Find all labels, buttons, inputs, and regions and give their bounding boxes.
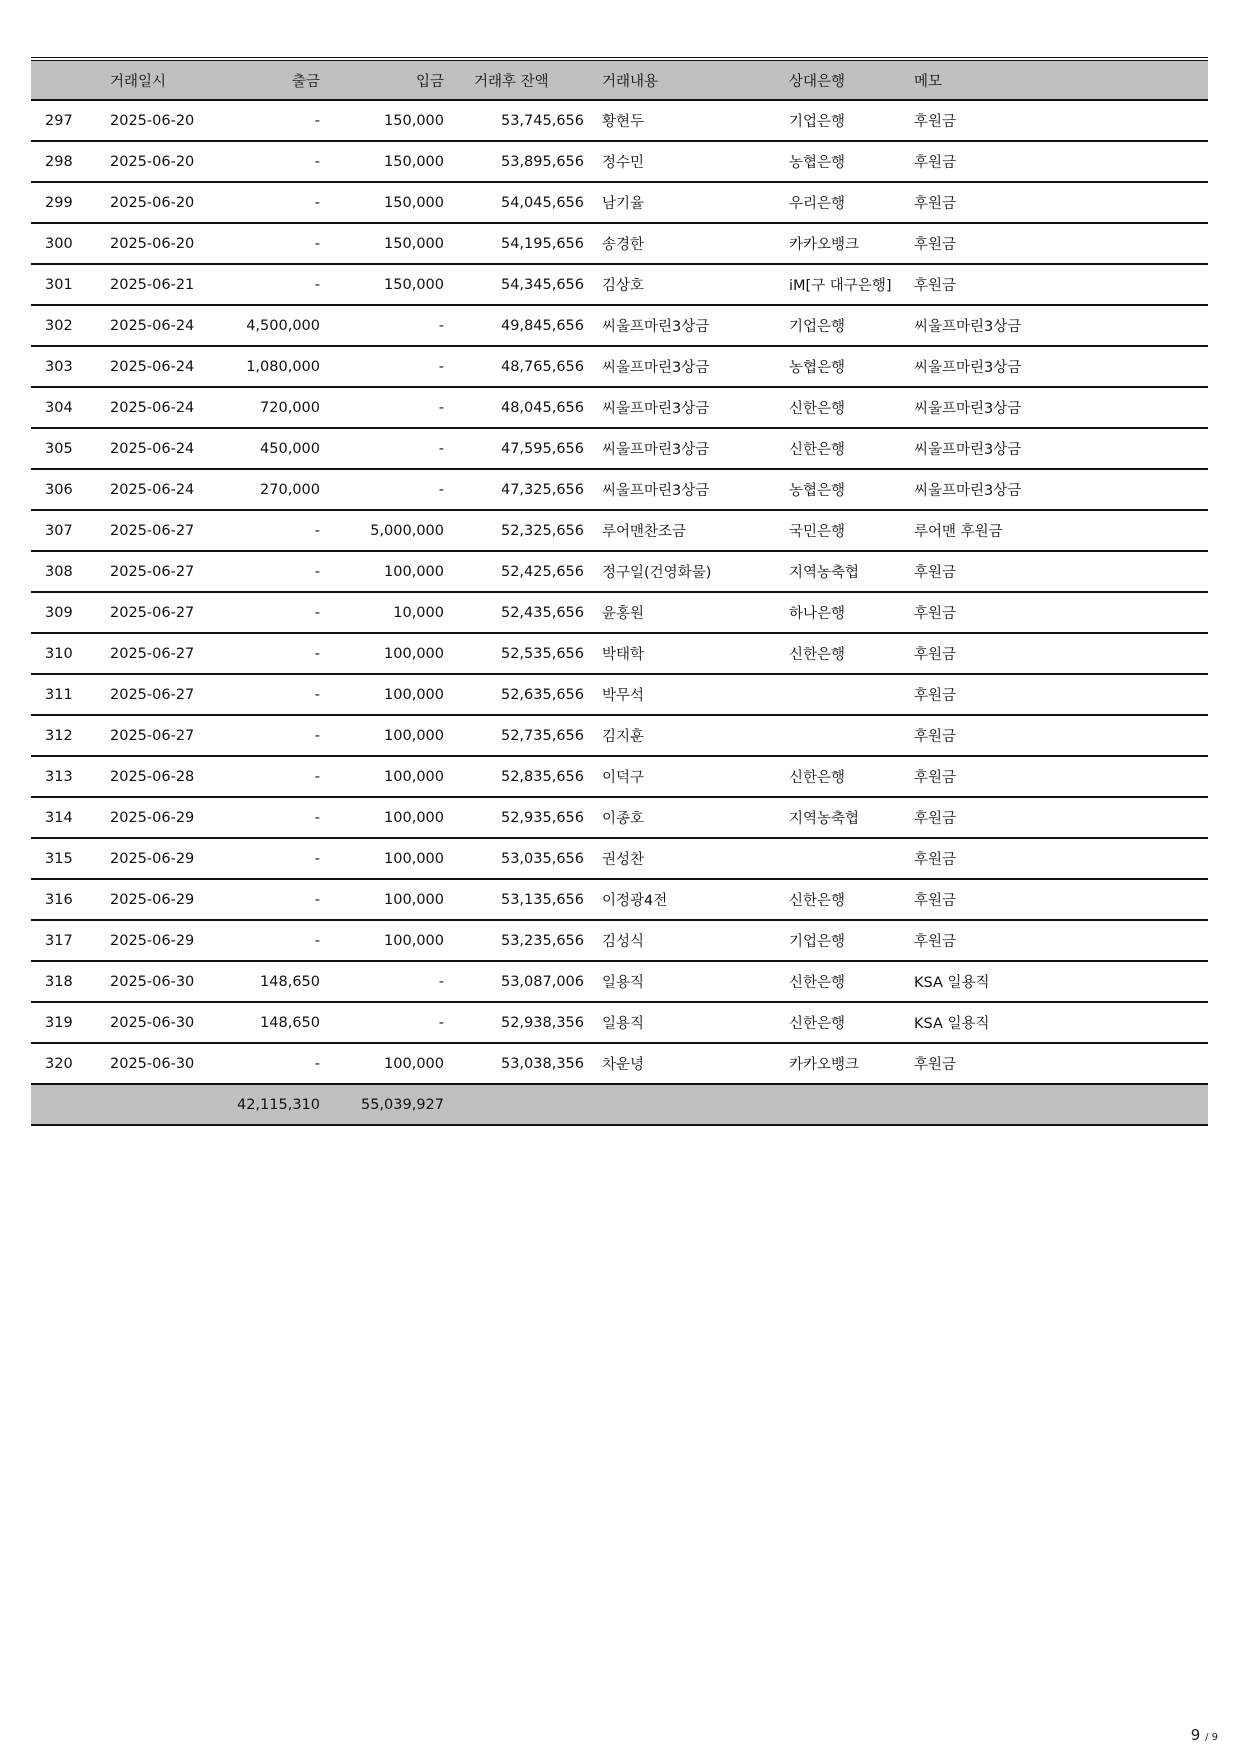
cell-bank: 신한은행 [777, 428, 902, 469]
cell-no: 309 [31, 592, 92, 633]
cell-memo: 후원금 [902, 715, 1208, 756]
cell-deposit: 100,000 [320, 1043, 444, 1084]
cell-memo: 후원금 [902, 264, 1208, 305]
cell-withdrawal: 270,000 [202, 469, 320, 510]
cell-withdrawal: 1,080,000 [202, 346, 320, 387]
table-row [31, 756, 1208, 797]
table-row [31, 592, 1208, 633]
totals-empty-date [92, 1084, 202, 1125]
cell-bank: 국민은행 [777, 510, 902, 551]
cell-balance: 52,835,656 [444, 756, 584, 797]
cell-memo: 후원금 [902, 551, 1208, 592]
cell-date: 2025-06-24 [92, 469, 202, 510]
totals-empty-description [584, 1084, 777, 1125]
table-row [31, 920, 1208, 961]
cell-bank: 카카오뱅크 [777, 1043, 902, 1084]
cell-date: 2025-06-29 [92, 920, 202, 961]
cell-bank: 우리은행 [777, 182, 902, 223]
table-row [31, 961, 1208, 1002]
cell-bank [777, 838, 902, 879]
cell-balance: 54,195,656 [444, 223, 584, 264]
page-total: / 9 [1205, 1732, 1218, 1743]
total-deposit: 55,039,927 [320, 1084, 444, 1125]
cell-bank: 신한은행 [777, 961, 902, 1002]
cell-memo: 후원금 [902, 633, 1208, 674]
cell-bank: iM[구 대구은행] [777, 264, 902, 305]
cell-date: 2025-06-30 [92, 961, 202, 1002]
cell-bank: 농협은행 [777, 141, 902, 182]
cell-deposit: - [320, 428, 444, 469]
cell-description: 윤홍원 [584, 592, 777, 633]
cell-no: 318 [31, 961, 92, 1002]
cell-balance: 52,938,356 [444, 1002, 584, 1043]
cell-balance: 48,045,656 [444, 387, 584, 428]
table-row [31, 346, 1208, 387]
table-row [31, 100, 1208, 141]
cell-description: 씨울프마린3상금 [584, 305, 777, 346]
cell-balance: 47,325,656 [444, 469, 584, 510]
cell-bank: 기업은행 [777, 305, 902, 346]
cell-no: 314 [31, 797, 92, 838]
cell-no: 305 [31, 428, 92, 469]
header-description: 거래내용 [584, 59, 777, 100]
cell-deposit: - [320, 387, 444, 428]
header-deposit: 입금 [320, 59, 444, 100]
cell-withdrawal: - [202, 674, 320, 715]
cell-balance: 52,735,656 [444, 715, 584, 756]
cell-no: 316 [31, 879, 92, 920]
cell-date: 2025-06-20 [92, 223, 202, 264]
header-memo: 메모 [902, 59, 1208, 100]
cell-memo: 후원금 [902, 141, 1208, 182]
cell-balance: 49,845,656 [444, 305, 584, 346]
table-footer [31, 1084, 1208, 1125]
cell-description: 김성식 [584, 920, 777, 961]
cell-memo: 후원금 [902, 756, 1208, 797]
cell-balance: 52,325,656 [444, 510, 584, 551]
cell-balance: 52,635,656 [444, 674, 584, 715]
cell-date: 2025-06-29 [92, 797, 202, 838]
cell-deposit: 100,000 [320, 633, 444, 674]
cell-date: 2025-06-24 [92, 305, 202, 346]
cell-no: 319 [31, 1002, 92, 1043]
cell-bank: 신한은행 [777, 633, 902, 674]
cell-deposit: 100,000 [320, 715, 444, 756]
header-balance: 거래후 잔액 [444, 59, 584, 100]
cell-balance: 52,435,656 [444, 592, 584, 633]
cell-withdrawal: 148,650 [202, 961, 320, 1002]
cell-memo: 씨울프마린3상금 [902, 469, 1208, 510]
cell-withdrawal: - [202, 756, 320, 797]
cell-no: 307 [31, 510, 92, 551]
cell-balance: 53,235,656 [444, 920, 584, 961]
cell-balance: 53,035,656 [444, 838, 584, 879]
page-number [1191, 1726, 1218, 1744]
cell-description: 이종호 [584, 797, 777, 838]
cell-description: 씨울프마린3상금 [584, 428, 777, 469]
cell-description: 송경한 [584, 223, 777, 264]
cell-deposit: - [320, 1002, 444, 1043]
cell-description: 이덕구 [584, 756, 777, 797]
cell-balance: 53,745,656 [444, 100, 584, 141]
cell-no: 299 [31, 182, 92, 223]
cell-bank: 지역농축협 [777, 797, 902, 838]
cell-description: 루어맨찬조금 [584, 510, 777, 551]
cell-description: 박무석 [584, 674, 777, 715]
cell-withdrawal: - [202, 633, 320, 674]
page-current: 9 [1190, 1726, 1201, 1744]
totals-empty-memo [902, 1084, 1208, 1125]
cell-withdrawal: - [202, 182, 320, 223]
cell-bank: 기업은행 [777, 100, 902, 141]
cell-deposit: 100,000 [320, 551, 444, 592]
cell-withdrawal: - [202, 797, 320, 838]
table-row [31, 428, 1208, 469]
cell-withdrawal: 450,000 [202, 428, 320, 469]
cell-date: 2025-06-20 [92, 182, 202, 223]
cell-deposit: - [320, 961, 444, 1002]
cell-balance: 54,345,656 [444, 264, 584, 305]
cell-date: 2025-06-28 [92, 756, 202, 797]
totals-row [31, 1084, 1208, 1125]
cell-description: 박태학 [584, 633, 777, 674]
cell-balance: 48,765,656 [444, 346, 584, 387]
cell-date: 2025-06-24 [92, 387, 202, 428]
cell-withdrawal: - [202, 838, 320, 879]
cell-bank: 지역농축협 [777, 551, 902, 592]
cell-memo: 후원금 [902, 223, 1208, 264]
cell-date: 2025-06-20 [92, 100, 202, 141]
table-row [31, 182, 1208, 223]
table-row [31, 633, 1208, 674]
cell-withdrawal: - [202, 920, 320, 961]
cell-bank: 신한은행 [777, 756, 902, 797]
cell-description: 이정광4전 [584, 879, 777, 920]
cell-memo: 후원금 [902, 592, 1208, 633]
table-row [31, 879, 1208, 920]
cell-deposit: 100,000 [320, 879, 444, 920]
cell-memo: 후원금 [902, 838, 1208, 879]
table-row [31, 387, 1208, 428]
cell-date: 2025-06-27 [92, 592, 202, 633]
cell-description: 남기율 [584, 182, 777, 223]
cell-withdrawal: - [202, 1043, 320, 1084]
cell-date: 2025-06-24 [92, 428, 202, 469]
cell-deposit: - [320, 346, 444, 387]
cell-bank: 카카오뱅크 [777, 223, 902, 264]
table-row [31, 551, 1208, 592]
transaction-ledger-table [31, 57, 1208, 1126]
cell-memo: 씨울프마린3상금 [902, 346, 1208, 387]
cell-description: 씨울프마린3상금 [584, 387, 777, 428]
table-body [31, 100, 1208, 1084]
cell-description: 차운녕 [584, 1043, 777, 1084]
cell-balance: 53,895,656 [444, 141, 584, 182]
cell-no: 303 [31, 346, 92, 387]
cell-no: 300 [31, 223, 92, 264]
cell-description: 씨울프마린3상금 [584, 346, 777, 387]
cell-balance: 53,087,006 [444, 961, 584, 1002]
table-row [31, 264, 1208, 305]
cell-withdrawal: - [202, 100, 320, 141]
header-date: 거래일시 [92, 59, 202, 100]
table-row [31, 1043, 1208, 1084]
cell-no: 306 [31, 469, 92, 510]
cell-withdrawal: - [202, 223, 320, 264]
cell-bank: 하나은행 [777, 592, 902, 633]
cell-memo: 씨울프마린3상금 [902, 305, 1208, 346]
table-row [31, 223, 1208, 264]
cell-bank: 신한은행 [777, 879, 902, 920]
cell-balance: 53,135,656 [444, 879, 584, 920]
table-row [31, 305, 1208, 346]
header-row [31, 59, 1208, 100]
cell-deposit: 100,000 [320, 920, 444, 961]
table-header [31, 59, 1208, 100]
totals-empty-bank [777, 1084, 902, 1125]
cell-memo: 후원금 [902, 797, 1208, 838]
cell-date: 2025-06-27 [92, 633, 202, 674]
cell-description: 황현두 [584, 100, 777, 141]
totals-empty-no [31, 1084, 92, 1125]
cell-no: 317 [31, 920, 92, 961]
cell-withdrawal: 148,650 [202, 1002, 320, 1043]
cell-deposit: 150,000 [320, 100, 444, 141]
total-withdrawal: 42,115,310 [202, 1084, 320, 1125]
cell-date: 2025-06-24 [92, 346, 202, 387]
table-row [31, 510, 1208, 551]
cell-no: 315 [31, 838, 92, 879]
cell-deposit: - [320, 305, 444, 346]
cell-description: 씨울프마린3상금 [584, 469, 777, 510]
cell-balance: 47,595,656 [444, 428, 584, 469]
cell-memo: 후원금 [902, 182, 1208, 223]
cell-bank: 농협은행 [777, 346, 902, 387]
cell-no: 311 [31, 674, 92, 715]
table-row [31, 674, 1208, 715]
cell-date: 2025-06-29 [92, 838, 202, 879]
cell-deposit: 150,000 [320, 182, 444, 223]
cell-no: 301 [31, 264, 92, 305]
cell-no: 298 [31, 141, 92, 182]
cell-withdrawal: 4,500,000 [202, 305, 320, 346]
cell-description: 정구일(건영화물) [584, 551, 777, 592]
cell-no: 304 [31, 387, 92, 428]
cell-date: 2025-06-21 [92, 264, 202, 305]
cell-withdrawal: - [202, 551, 320, 592]
cell-withdrawal: - [202, 141, 320, 182]
cell-deposit: 100,000 [320, 797, 444, 838]
table-row [31, 715, 1208, 756]
cell-memo: 후원금 [902, 879, 1208, 920]
header-bank: 상대은행 [777, 59, 902, 100]
table-row [31, 1002, 1208, 1043]
totals-empty-balance [444, 1084, 584, 1125]
cell-description: 정수민 [584, 141, 777, 182]
table-row [31, 797, 1208, 838]
cell-balance: 54,045,656 [444, 182, 584, 223]
cell-balance: 52,425,656 [444, 551, 584, 592]
cell-no: 312 [31, 715, 92, 756]
cell-balance: 52,935,656 [444, 797, 584, 838]
cell-memo: KSA 일용직 [902, 961, 1208, 1002]
cell-withdrawal: - [202, 715, 320, 756]
cell-description: 권성찬 [584, 838, 777, 879]
cell-memo: 씨울프마린3상금 [902, 428, 1208, 469]
table-row [31, 469, 1208, 510]
cell-withdrawal: - [202, 879, 320, 920]
cell-date: 2025-06-27 [92, 715, 202, 756]
header-no [31, 59, 92, 100]
cell-description: 일용직 [584, 961, 777, 1002]
cell-deposit: - [320, 469, 444, 510]
cell-no: 310 [31, 633, 92, 674]
cell-bank [777, 674, 902, 715]
cell-deposit: 10,000 [320, 592, 444, 633]
cell-no: 313 [31, 756, 92, 797]
cell-memo: 후원금 [902, 1043, 1208, 1084]
cell-deposit: 100,000 [320, 674, 444, 715]
cell-bank: 기업은행 [777, 920, 902, 961]
cell-description: 일용직 [584, 1002, 777, 1043]
cell-balance: 53,038,356 [444, 1043, 584, 1084]
cell-bank: 신한은행 [777, 387, 902, 428]
cell-date: 2025-06-27 [92, 674, 202, 715]
cell-withdrawal: - [202, 510, 320, 551]
cell-memo: 후원금 [902, 920, 1208, 961]
cell-date: 2025-06-27 [92, 510, 202, 551]
cell-bank [777, 715, 902, 756]
cell-date: 2025-06-27 [92, 551, 202, 592]
cell-date: 2025-06-29 [92, 879, 202, 920]
cell-bank: 농협은행 [777, 469, 902, 510]
cell-date: 2025-06-30 [92, 1043, 202, 1084]
cell-balance: 52,535,656 [444, 633, 584, 674]
cell-withdrawal: 720,000 [202, 387, 320, 428]
cell-deposit: 150,000 [320, 223, 444, 264]
cell-memo: KSA 일용직 [902, 1002, 1208, 1043]
cell-no: 308 [31, 551, 92, 592]
cell-no: 297 [31, 100, 92, 141]
cell-memo: 씨울프마린3상금 [902, 387, 1208, 428]
cell-deposit: 150,000 [320, 264, 444, 305]
cell-deposit: 5,000,000 [320, 510, 444, 551]
cell-deposit: 150,000 [320, 141, 444, 182]
cell-description: 김지훈 [584, 715, 777, 756]
cell-description: 김상호 [584, 264, 777, 305]
cell-withdrawal: - [202, 264, 320, 305]
cell-memo: 후원금 [902, 100, 1208, 141]
header-withdrawal: 출금 [202, 59, 320, 100]
cell-memo: 후원금 [902, 674, 1208, 715]
cell-date: 2025-06-20 [92, 141, 202, 182]
table-row [31, 141, 1208, 182]
cell-no: 302 [31, 305, 92, 346]
cell-deposit: 100,000 [320, 756, 444, 797]
cell-date: 2025-06-30 [92, 1002, 202, 1043]
cell-deposit: 100,000 [320, 838, 444, 879]
cell-withdrawal: - [202, 592, 320, 633]
cell-memo: 루어맨 후원금 [902, 510, 1208, 551]
cell-no: 320 [31, 1043, 92, 1084]
table-row [31, 838, 1208, 879]
cell-bank: 신한은행 [777, 1002, 902, 1043]
